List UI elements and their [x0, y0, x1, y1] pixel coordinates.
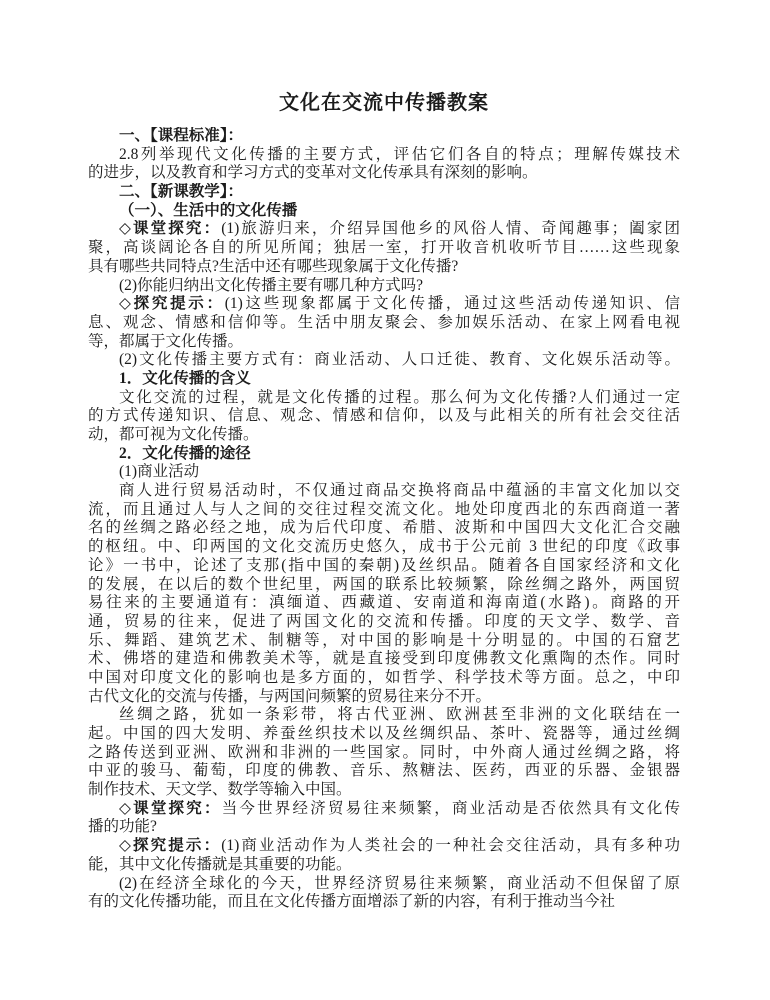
text-line: [88, 800, 680, 819]
body-text: 之路传送到亚洲、欧洲和非洲的一些国家。同时，中外商人通过丝绸之路，将: [88, 743, 680, 761]
body-text: 流，而且通过人与人之间的交往过程交流文化。地处印度西北的东西商道一著: [88, 500, 680, 518]
body-text: 起。中国的四大发明、养蚕丝织技术以及丝绸织品、茶叶、瓷器等，通过丝绸: [88, 725, 680, 742]
text-line: [88, 463, 680, 482]
text-line: [88, 576, 680, 595]
text-line: [88, 351, 680, 370]
text-line: [88, 183, 680, 202]
text-line: [88, 277, 680, 296]
inquiry-label: ◇探究提示：: [119, 837, 222, 855]
body-text: 2.8列举现代文化传播的主要方式，评估它们各自的特点；理解传媒技术: [119, 145, 680, 163]
body-text: 息、观念、情感和信仰等。生活中朋友聚会、参加娱乐活动、在家上网看电视: [88, 313, 680, 331]
body-text: (1)商业活动作为人类社会的一种社会交往活动，具有多种功: [221, 837, 680, 855]
body-text: 的发展，在以后的数个世纪里，两国的联系比较频繁，除丝绸之路外，两国贸: [88, 575, 680, 593]
text-line: [88, 706, 680, 725]
body-text: 制作技术、天文学、数学等输入中国。: [88, 781, 352, 799]
body-text: 聚，高谈阔论各自的所见所闻；独居一室，打开收音机收听节目……这些现象: [88, 239, 680, 257]
text-line: [88, 220, 680, 239]
text-line: [88, 127, 680, 146]
text-line: [88, 482, 680, 501]
body-text: 等，都属于文化传播。: [88, 332, 244, 350]
body-text: (2)在经济全球化的今天，世界经济贸易往来频繁，商业活动不但保留了原: [119, 874, 680, 892]
text-line: [88, 333, 680, 352]
body-text: 古代文化的交流与传播，与两国问频繁的贸易往来分不开。: [88, 687, 492, 705]
heading-text: 1．文化传播的含义: [119, 369, 251, 387]
body-text: 术、佛塔的建造和佛教美术等，就是直接受到印度佛教文化熏陶的杰作。同时: [88, 650, 680, 668]
body-text: 播的功能?: [88, 818, 157, 836]
body-text: 中国对印度文化的影响也是多方面的，如哲学、科学技术等方面。总之，中印: [88, 668, 680, 686]
text-line: [88, 744, 680, 763]
text-line: [88, 538, 680, 557]
text-line: [88, 613, 680, 632]
text-line: [88, 688, 680, 707]
text-line: [88, 501, 680, 520]
text-line: [88, 650, 680, 669]
body-text: 文化交流的过程，就是文化传播的过程。那么何为文化传播?人们通过一定: [119, 388, 680, 406]
text-line: [88, 781, 680, 800]
body-text: 有的文化传播功能，而且在文化传播方面增添了新的内容，有利于推动当今社: [88, 893, 616, 911]
text-line: [88, 837, 680, 856]
body-text: 的枢纽。中、印两国的文化交流历史悠久，成书于公元前 3 世纪的印度《政事: [88, 538, 680, 556]
text-line: [88, 762, 680, 781]
document-content: [88, 90, 680, 912]
body-text: (2)文化传播主要方式有：商业活动、人口迁徙、教育、文化娱乐活动等。: [119, 351, 680, 369]
text-line: [88, 557, 680, 576]
inquiry-label: ◇课堂探究：: [119, 799, 222, 817]
body-text: 易往来的主要通道有：滇缅道、西藏道、安南道和海南道(水路)。商路的开: [88, 594, 680, 612]
inquiry-label: ◇课堂探究：: [119, 220, 222, 238]
body-text: 的方式传递知识、信息、观念、情感和信仰，以及与此相关的所有社会交往活: [88, 407, 680, 425]
text-line: [88, 295, 680, 314]
body-text: (1)旅游归来，介绍异国他乡的风俗人情、奇闻趣事；阖家团: [221, 220, 680, 238]
text-line: [88, 445, 680, 464]
text-line: [88, 314, 680, 333]
heading-text: 一、【课程标准】：: [119, 127, 244, 144]
text-line: [88, 407, 680, 426]
text-line: [88, 875, 680, 894]
inquiry-label: ◇探究提示：: [119, 295, 225, 313]
body-text: 动，都可视为文化传播。: [88, 426, 259, 443]
body-text: 名的丝绸之路必经之地，成为后代印度、希腊、波斯和中国四大文化汇合交融: [88, 519, 680, 537]
body-text: 中亚的骏马、葡萄，印度的佛教、音乐、熬糖法、医药，西亚的乐器、金银器: [88, 762, 680, 780]
body-text: (1)商业活动: [119, 463, 200, 481]
text-line: [88, 594, 680, 613]
body-text: (2)你能归纳出文化传播主要有哪几种方式吗?: [119, 276, 423, 294]
text-line: [88, 725, 680, 744]
text-line: [88, 258, 680, 277]
body-text: 论》一书中，论述了支那(指中国的秦朝)及丝织品。随着各自国家经济和文化: [88, 556, 680, 574]
heading-text: 2．文化传播的途径: [119, 444, 251, 462]
body-text: 丝绸之路，犹如一条彩带，将古代亚洲、欧洲甚至非洲的文化联结在一: [119, 706, 680, 724]
body-text: 的进步，以及教育和学习方式的变革对文化传承具有深刻的影响。: [88, 164, 538, 182]
text-line: [88, 519, 680, 538]
body-text: 商人进行贸易活动时，不仅通过商品交换将商品中蕴涵的丰富文化加以交: [119, 482, 680, 500]
text-line: [88, 426, 680, 445]
body-text: (1)这些现象都属于文化传播，通过这些活动传递知识、信: [224, 295, 680, 313]
text-line: [88, 164, 680, 183]
body-text: 当今世界经济贸易往来频繁，商业活动是否依然具有文化传: [221, 799, 680, 817]
body-text: 能，其中文化传播就是其重要的功能。: [88, 855, 352, 873]
text-line: [88, 856, 680, 875]
heading-text: （一）、生活中的文化传播: [119, 201, 298, 219]
text-line: [88, 370, 680, 389]
text-line: [88, 146, 680, 165]
text-line: [88, 389, 680, 408]
text-line: [88, 632, 680, 651]
body-text: 通，贸易的往来，促进了两国文化的交流和传播。印度的天文学、数学、音: [88, 612, 680, 630]
text-line: [88, 893, 680, 912]
text-line: [88, 818, 680, 837]
document-title: 文化在交流中传播教案: [279, 92, 489, 114]
text-line: [88, 202, 680, 221]
text-line: [88, 669, 680, 688]
heading-text: 二、【新课教学】：: [119, 183, 244, 201]
text-line: [88, 239, 680, 258]
body-text: 具有哪些共同特点?生活中还有哪些现象属于文化传播?: [88, 257, 459, 275]
body-text: 乐、舞蹈、建筑艺术、制糖等，对中国的影响是十分明显的。中国的石窟艺: [88, 631, 680, 649]
